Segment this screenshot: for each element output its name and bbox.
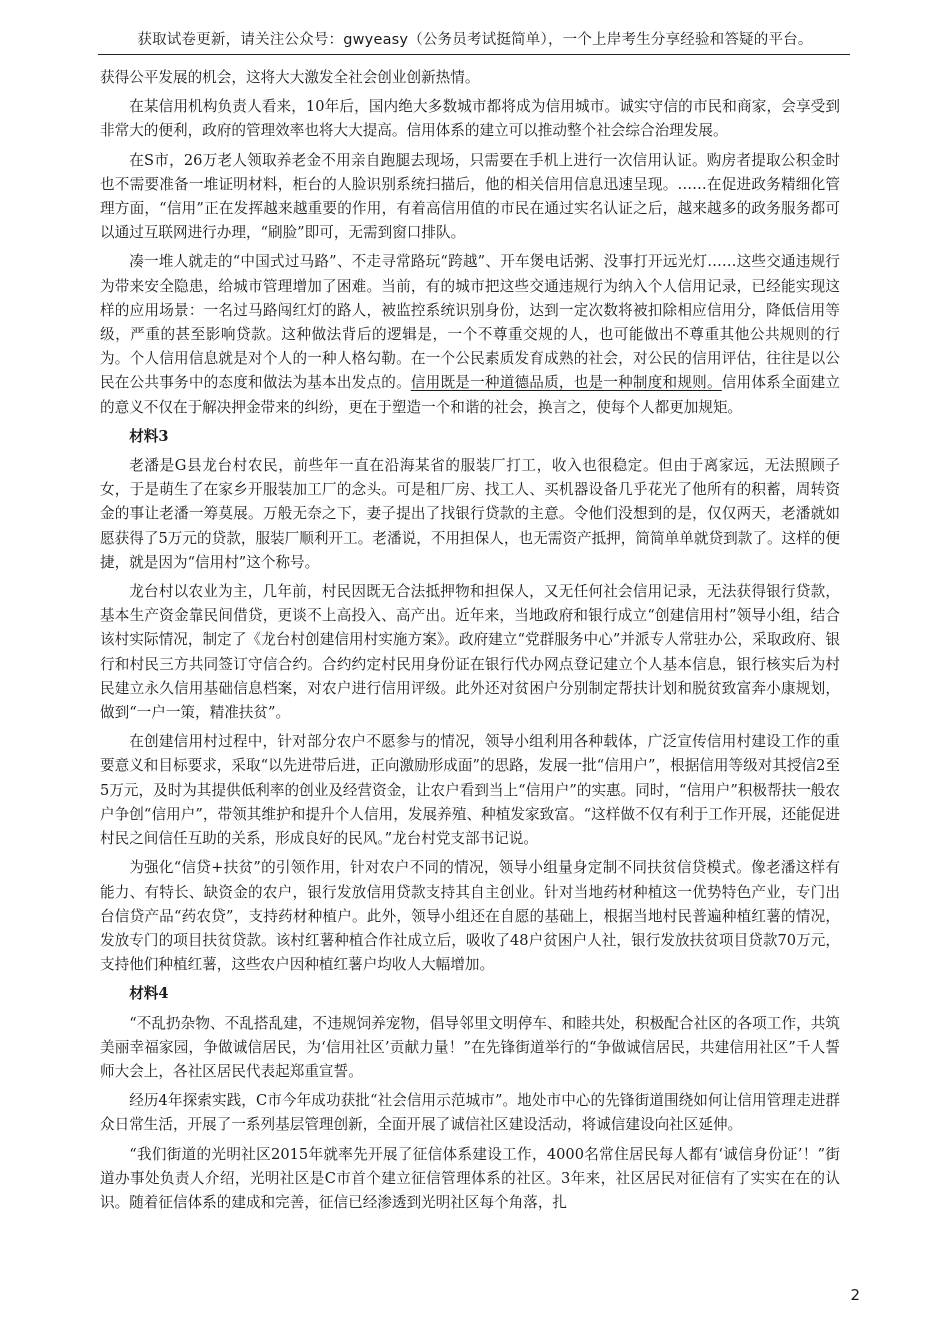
paragraph: 在S市，26万老人领取养老金不用亲自跑腿去现场，只需要在手机上进行一次信用认证。购房者提取公积金时也不需要准备一堆证明材料，柜台的人脸识别系统扫描后，他的相关信用信息迅速呈现。……在促进政务精细化管理方面，“信用”正在发挥越来越重要的作用，有着高信用值的市民在通过实名认证之后，越来越多的政务服务都可以通过互联网进行办理，“刷脸”即可，无需到窗口排队。 xyxy=(100,151,840,242)
section-heading-material-4: 材料4 xyxy=(129,985,169,1003)
paragraph: “我们街道的光明社区2015年就率先开展了征信体系建设工作，4000名常住居民每人都有‘诚信身份证’！”街道办事处负责人介绍，光明社区是C市首个建立征信管理体系的社区。3年来，社区居民对征信有了实实在在的认识。随着征信体系的建成和完善，征信已经渗透到光明社区每个角落，扎 xyxy=(100,1145,840,1211)
paragraph xyxy=(100,250,840,419)
paragraph: “不乱扔杂物、不乱搭乱建，不违规饲养宠物，倡导邻里文明停车、和睦共处，积极配合社区的各项工作，共筑美丽幸福家园，争做诚信居民，为‘信用社区’贡献力量！”在先锋街道举行的“争做诚信居民，共建信用社区”千人誓师大会上，各社区居民代表起郑重宣誓。 xyxy=(100,1014,840,1080)
paragraph: 获得公平发展的机会，这将大大激发全社会创业创新热情。 xyxy=(100,69,480,86)
paragraph: 在某信用机构负责人看来，10年后，国内绝大多数城市都将成为信用城市。诚实守信的市民和商家，会享受到非常大的便利，政府的管理效率也将大大提高。信用体系的建立可以推动整个社会综合治理发展。 xyxy=(100,98,840,140)
document-body xyxy=(100,66,840,1220)
paragraph-text: 信用体系全面建立的意义不仅在于解决押金带来的纠纷，更在于塑造一个和谐的社会，换言之，使每个人都更加规矩。 xyxy=(100,374,840,416)
paragraph: 为强化“信贷+扶贫”的引领作用，针对农户不同的情况，领导小组量身定制不同扶贫信贷模式。像老潘这样有能力、有特长、缺资金的农户，银行发放信用贷款支持其自主创业。针对当地药材种植这一优势特色产业，专门出台信贷产品“药农贷”，支持药材种植户。此外，领导小组还在自愿的基础上，根据当地村民普遍种植红薯的情况，发放专门的项目扶贫贷款。该村红薯种植合作社成立后，吸收了48户贫困户人社，银行发放扶贫项目贷款70万元，支持他们种植红薯，这些农户因种植红薯户均收人大幅增加。 xyxy=(100,859,840,974)
header-divider xyxy=(98,54,850,55)
paragraph-text: 凑一堆人就走的“中国式过马路”、不走寻常路玩“跨越”、开车煲电话粥、没事打开远光灯……这些交通违规行为带来安全隐患，给城市管理增加了困难。当前，有的城市把这些交通违规行为纳入个人信用记录，已经能实现这样的应用场景：一名过马路闯红灯的路人，被监控系统识别身份，达到一定次数将被扣除相应信用分，降低信用等级，严重的甚至影响贷款。这种做法背后的逻辑是，一个不尊重交规的人，也可能做出不尊重其他公共规则的行为。个人信用信息就是对个人的一种人格勾勒。在一个公民素质发育成熟的社会，对公民的信用评估，往往是以公民在公共事务中的态度和做法为基本出发点的。 xyxy=(100,253,840,392)
paragraph: 在创建信用村过程中，针对部分农户不愿参与的情况，领导小组利用各种载体，广泛宣传信用村建设工作的重要意义和目标要求，采取“以先进带后进，正向激励形成面”的思路，发展一批“信用户”，根据信用等级对其授信2至5万元，及时为其提供低利率的创业及经营资金，让农户看到当上“信用户”的实惠。同时，“信用户”积极帮扶一般农户争创“信用户”，带领其维护和提升个人信用，发展养殖、种植发家致富。“这样做不仅有利于工作开展，还能促进村民之间信任互助的关系，形成良好的民风。”龙台村党支部书记说。 xyxy=(100,733,840,848)
underlined-sentence: 信用既是一种道德品质，也是一种制度和规则。 xyxy=(410,374,722,392)
paragraph: 老潘是G县龙台村农民，前些年一直在沿海某省的服装厂打工，收入也很稳定。但由于离家远，无法照顾子女，于是萌生了在家乡开服装加工厂的念头。可是租厂房、找工人、买机器设备几乎花光了他所有的积蓄，周转资金的事让老潘一筹莫展。万般无奈之下，妻子提出了找银行贷款的主意。令他们没想到的是，仅仅两天，老潘就如愿获得了5万元的贷款，服装厂顺利开工。老潘说，不用担保人，也无需资产抵押，简简单单就贷到款了。这样的便捷，就是因为“信用村”这个称号。 xyxy=(100,457,840,571)
paragraph: 经历4年探索实践，C市今年成功获批“社会信用示范城市”。地处市中心的先锋街道围绕如何让信用管理走进群众日常生活，开展了一系列基层管理创新，全面开展了诚信社区建设活动，将诚信建设向社区延伸。 xyxy=(100,1092,840,1134)
paragraph: 龙台村以农业为主，几年前，村民因既无合法抵押物和担保人，又无任何社会信用记录，无法获得银行贷款，基本生产资金靠民间借贷，更谈不上高投入、高产出。近年来，当地政府和银行成立“创建信用村”领导小组，结合该村实际情况，制定了《龙台村创建信用村实施方案》。政府建立“党群服务中心”并派专人常驻办公，采取政府、银行和村民三方共同签订守信合约。合约约定村民用身份证在银行代办网点登记建立个人基本信息，银行核实后为村民建立永久信用基础信息档案，对农户进行信用评级。此外还对贫困户分别制定帮扶计划和脱贫致富奔小康规划，做到“一户一策，精准扶贫”。 xyxy=(100,583,840,722)
section-heading-material-3: 材料3 xyxy=(129,427,169,445)
page-number: 2 xyxy=(850,1286,860,1304)
page-header: 获取试卷更新，请关注公众号：gwyeasy（公务员考试挺简单），一个上岸考生分享经验和答疑的平台。 xyxy=(137,32,813,48)
